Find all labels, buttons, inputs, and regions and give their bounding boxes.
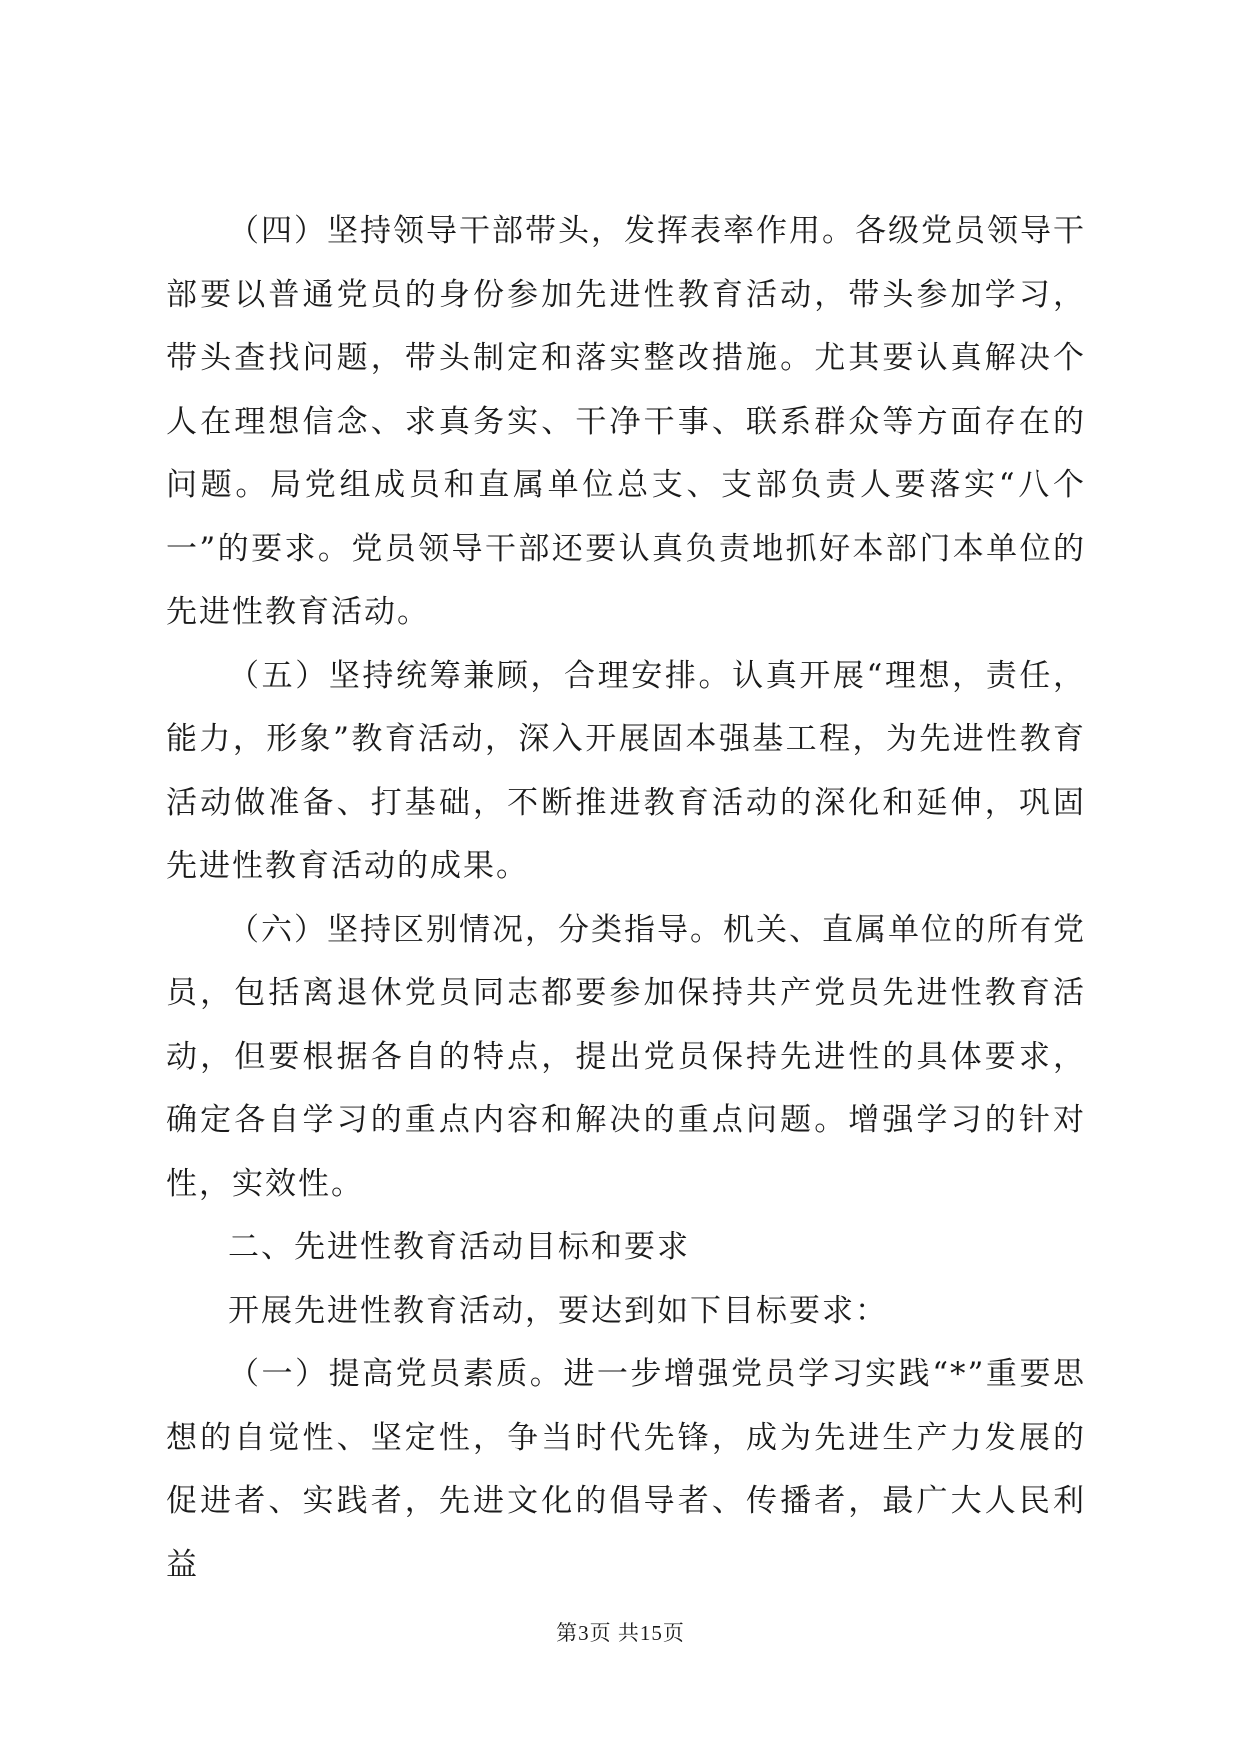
paragraph-four: （四）坚持领导干部带头，发挥表率作用。各级党员领导干部要以普通党员的身份参加先进性教育活动，带头参加学习，带头查找问题，带头制定和落实整改措施。尤其要认真解决个人在理想信念、求真务实、干净干事、联系群众等方面存在的问题。局党组成员和直属单位总支、支部负责人要落实“八个一”的要求。党员领导干部还要认真负责地抓好本部门本单位的先进性教育活动。: [166, 213, 1086, 630]
section-intro: 开展先进性教育活动，要达到如下目标要求：: [228, 1292, 888, 1329]
paragraph-six: （六）坚持区别情况，分类指导。机关、直属单位的所有党员，包括离退休党员同志都要参加保持共产党员先进性教育活动，但要根据各自的特点，提出党员保持先进性的具体要求，确定各自学习的重点内容和解决的重点问题。增强学习的针对性，实效性。: [166, 911, 1086, 1202]
paragraph-one: （一）提高党员素质。进一步增强党员学习实践“*”重要思想的自觉性、坚定性，争当时代先锋，成为先进生产力发展的促进者、实践者，先进文化的倡导者、传播者，最广大人民利益: [166, 1356, 1086, 1583]
document-body: [166, 200, 1086, 1597]
section-heading-two: 二、先进性教育活动目标和要求: [228, 1229, 690, 1265]
page-number-footer: 第3页 共15页: [556, 1621, 685, 1645]
paragraph-five: （五）坚持统筹兼顾，合理安排。认真开展“理想，责任，能力，形象”教育活动，深入开展固本强基工程，为先进性教育活动做准备、打基础，不断推进教育活动的深化和延伸，巩固先进性教育活动的成果。: [166, 657, 1086, 884]
